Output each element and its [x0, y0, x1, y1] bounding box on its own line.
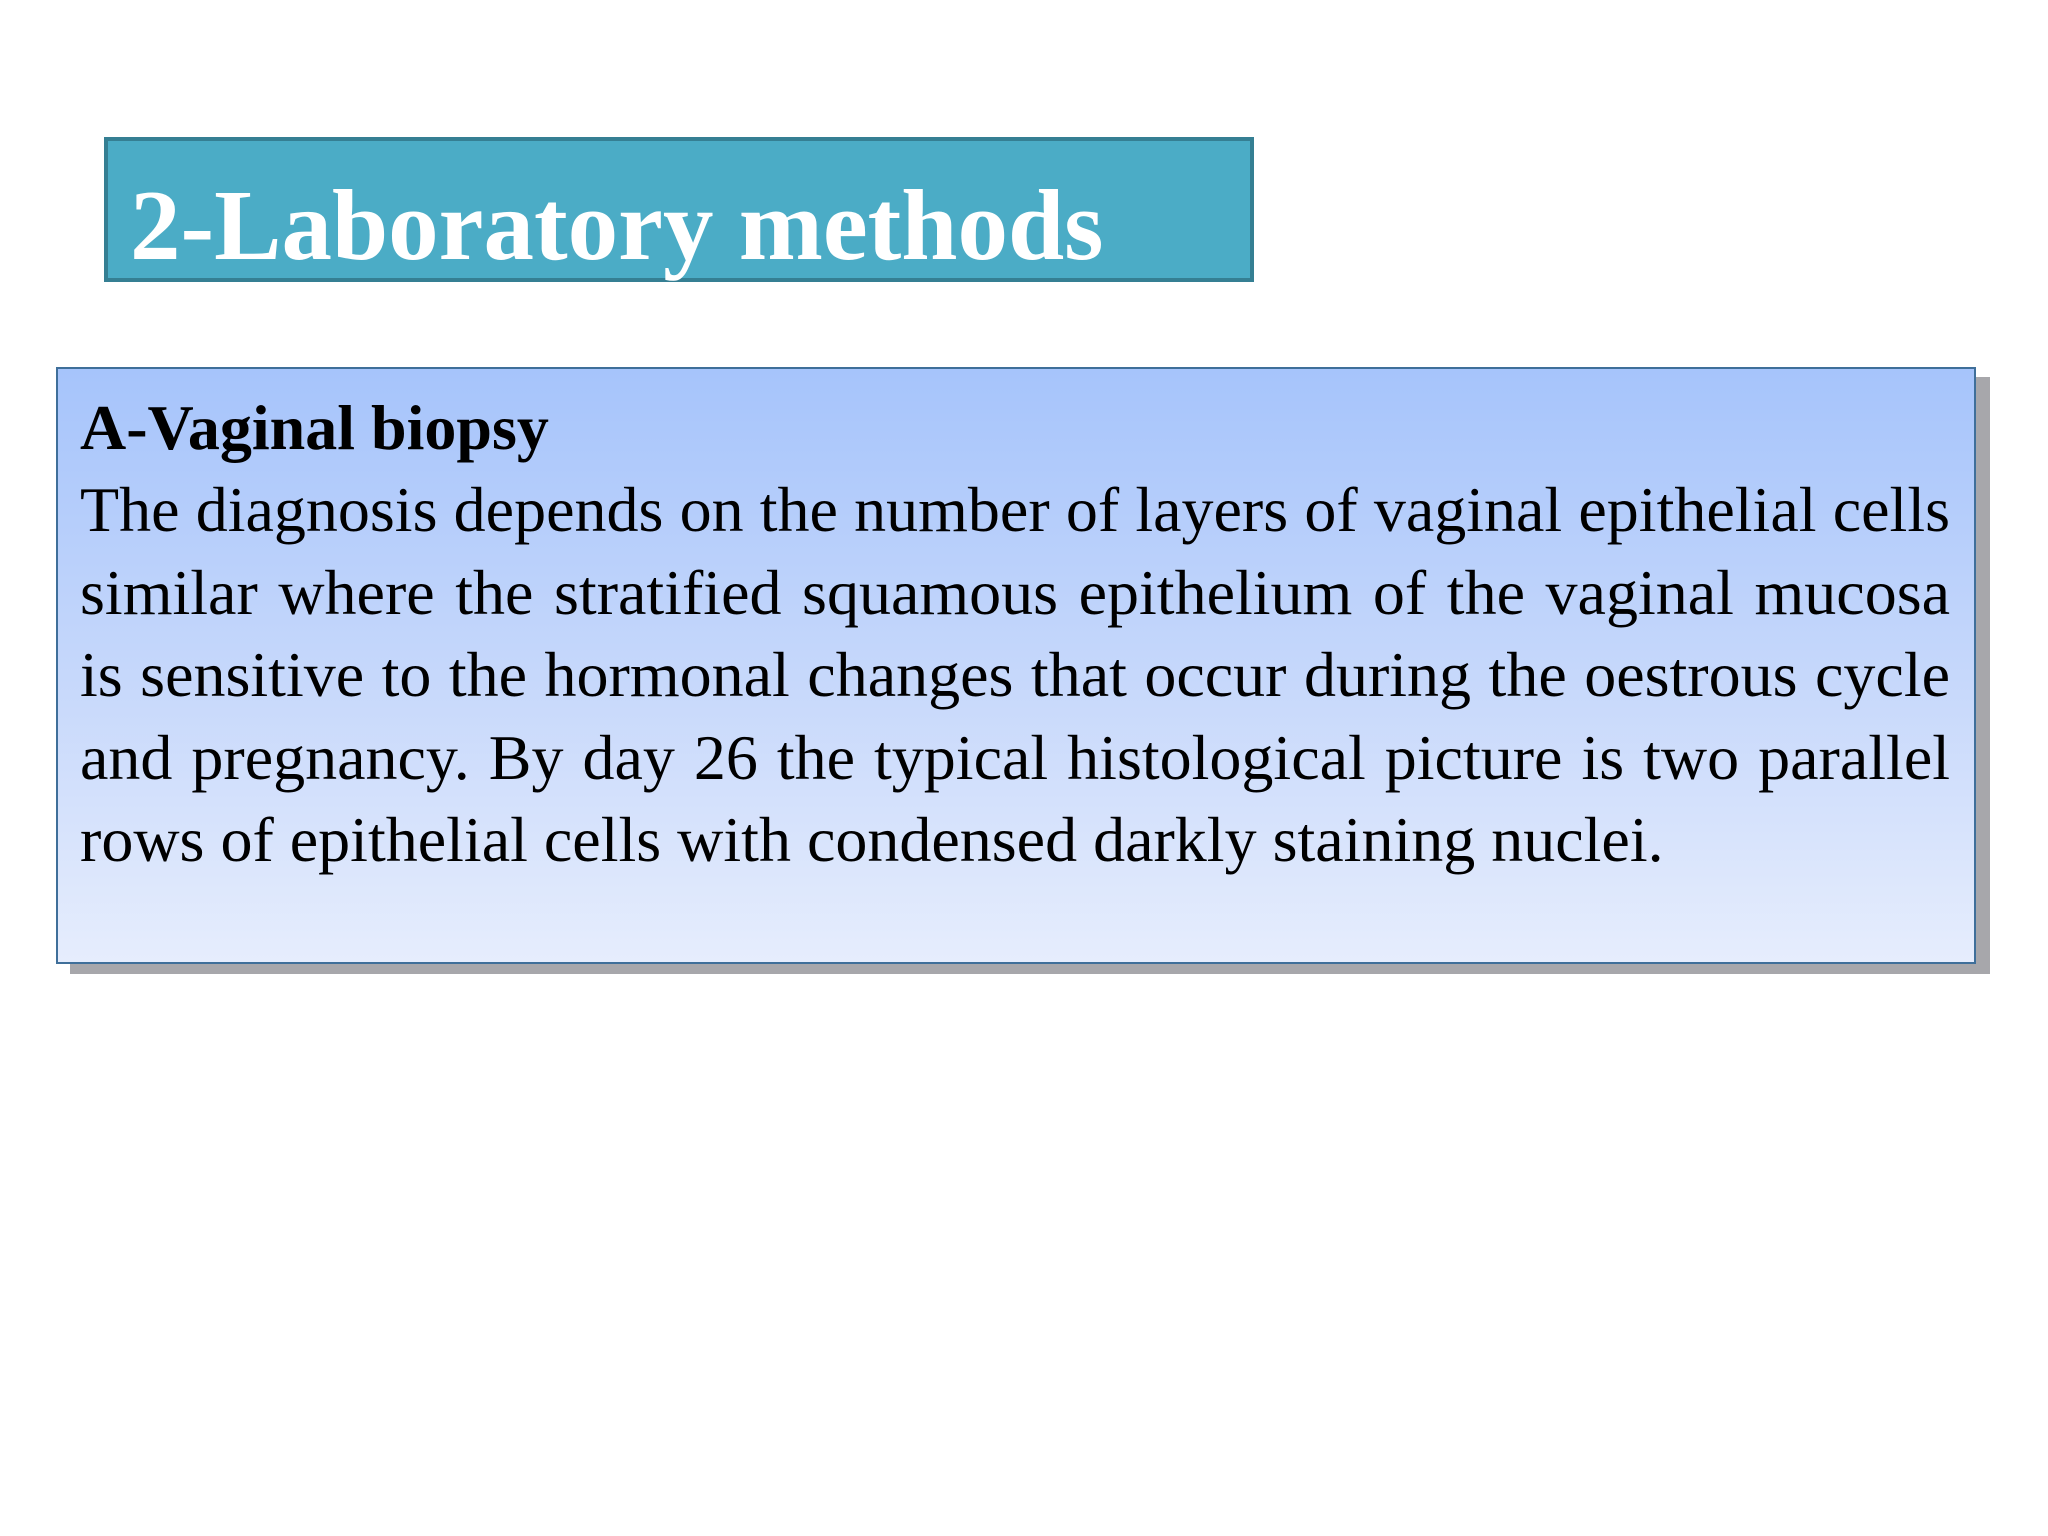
- content-box: [56, 367, 1976, 964]
- slide-title-box: [104, 137, 1254, 282]
- section-heading: A-Vaginal biopsy: [80, 392, 549, 463]
- slide-title: 2-Laboratory methods: [130, 169, 1104, 281]
- section-body: The diagnosis depends on the number of layers of vaginal epithelial cells similar where the stratified squamous epithelium of the vaginal mucosa is sensitive to the hormonal changes that occur during the oestrous cycle and pregnancy. By day 26 the typical histological picture is two parallel rows of epithelial cells with condensed darkly staining nuclei.: [80, 474, 1950, 875]
